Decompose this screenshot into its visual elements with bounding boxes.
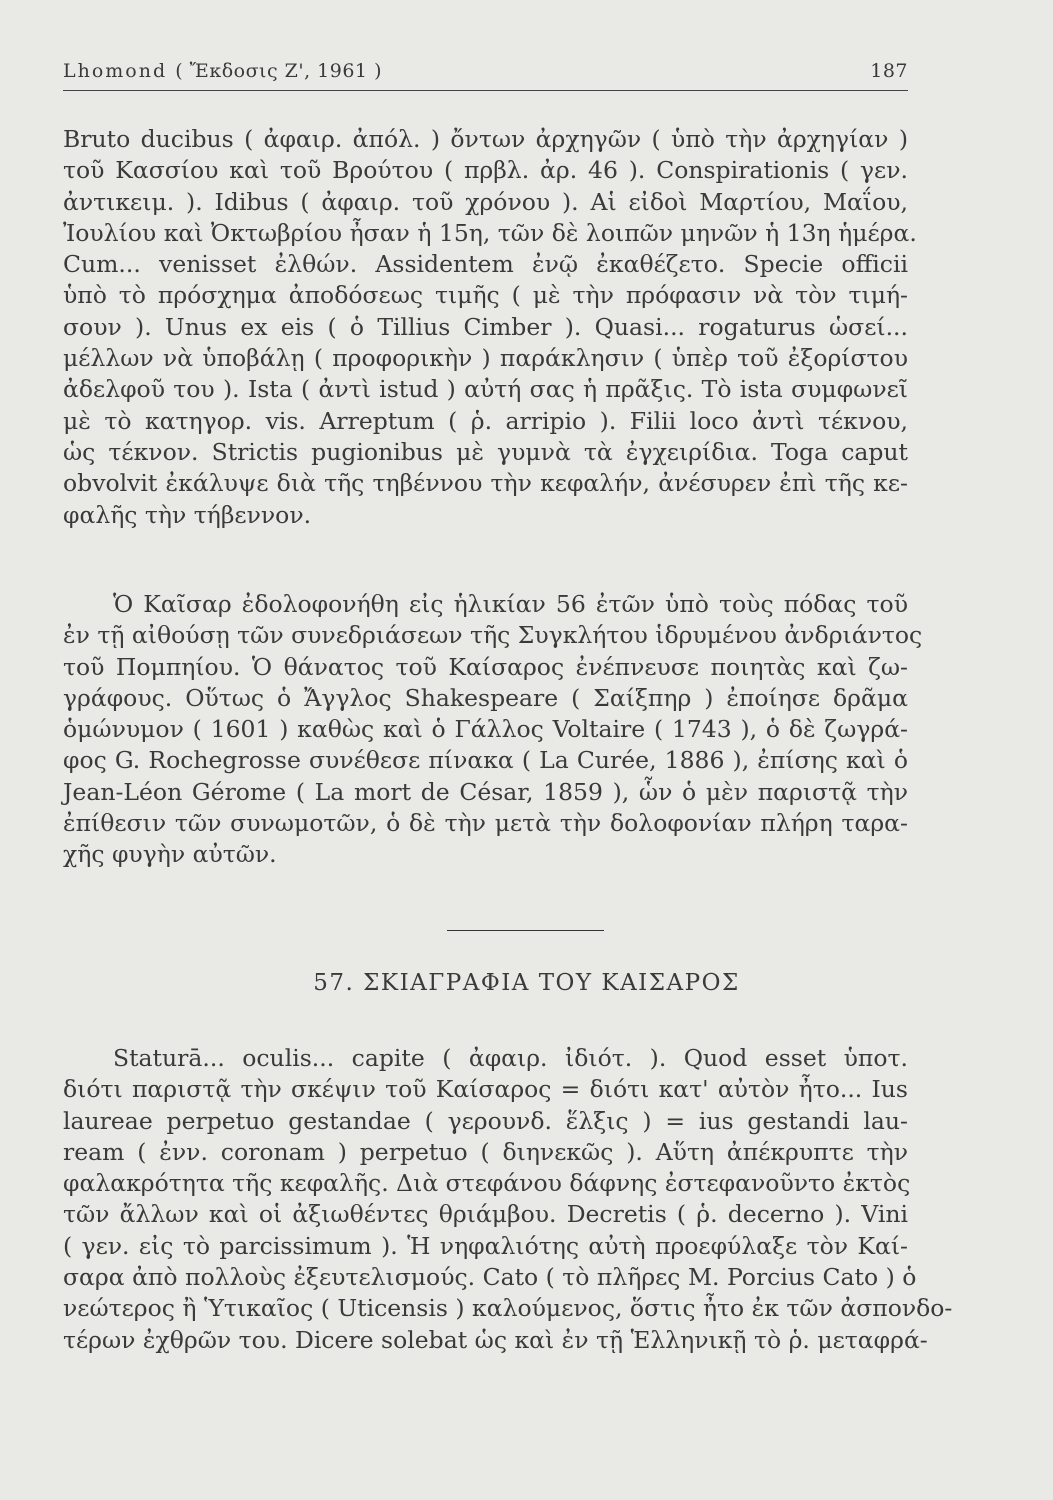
text-line: ἐπίθεσιν τῶν συνωμοτῶν, ὁ δὲ τὴν μετὰ τὴν δολοφονίαν πλήρη ταρα- xyxy=(63,809,908,838)
text-line: σουν ). Unus ex eis ( ὁ Tillius Cimber ). Quasi... rogaturus ὡσεί... xyxy=(63,312,908,341)
text-line: ἀντικειμ. ). Idibus ( ἀφαιρ. τοῦ χρόνου ). Αἱ εἰδοὶ Μαρτίου, Μαΐου, xyxy=(63,187,908,216)
text-line: διότι παριστᾷ τὴν σκέψιν τοῦ Καίσαρος = διότι κατ' αὐτὸν ἦτο... Ius xyxy=(63,1075,908,1104)
text-line: laureae perpetuo gestandae ( γερουνδ. ἕλξις ) = ius gestandi lau- xyxy=(63,1106,908,1135)
text-line: φαλακρότητα τῆς κεφαλῆς. Διὰ στεφάνου δάφνης ἐστεφανοῦντο ἐκτὸς xyxy=(63,1169,911,1198)
paragraph-abbreviations xyxy=(63,124,917,531)
section-title: 57. ΣΚΙΑΓΡΑΦΙΑ ΤΟΥ ΚΑΙΣΑΡΟΣ xyxy=(313,970,740,996)
section-divider xyxy=(447,930,604,931)
text-line: τῶν ἄλλων καὶ οἱ ἀξιωθέντες θριάμβου. Decretis ( ῥ. decerno ). Vini xyxy=(63,1200,908,1229)
text-line: ream ( ἐνν. coronam ) perpetuo ( διηνεκῶς ). Αὕτη ἀπέκρυπτε τὴν xyxy=(63,1137,908,1166)
author-name: Lhomond xyxy=(63,60,168,82)
running-head-left xyxy=(63,60,382,82)
text-line: φος G. Rochegrosse συνέθεσε πίνακα ( La Curée, 1886 ), ἐπίσης καὶ ὁ xyxy=(63,746,908,775)
text-line: ἐν τῇ αἰθούσῃ τῶν συνεδριάσεων τῆς Συγκλήτου ἱδρυμένου ἀνδριάντος xyxy=(63,621,923,650)
text-line: ἀδελφοῦ του ). Ista ( ἀντὶ istud ) αὐτή σας ἡ πρᾶξις. Τὸ ista συμφωνεῖ xyxy=(63,375,908,404)
text-line: ὁμώνυμον ( 1601 ) καθὼς καὶ ὁ Γάλλος Voltaire ( 1743 ), ὁ δὲ ζωγρά- xyxy=(63,715,908,744)
text-line: ( γεν. εἰς τὸ parcissimum ). Ἡ νηφαλιότης αὐτὴ προεφύλαξε τὸν Καί- xyxy=(63,1231,908,1260)
text-line: Ἰουλίου καὶ Ὀκτωβρίου ἦσαν ἡ 15η, τῶν δὲ λοιπῶν μηνῶν ἡ 13η ἡμέρα. xyxy=(63,218,917,247)
text-line: μέλλων νὰ ὑποβάλῃ ( προφορικὴν ) παράκλησιν ( ὑπὲρ τοῦ ἐξορίστου xyxy=(63,344,908,373)
text-line: obvolvit ἐκάλυψε διὰ τῆς τηβέννου τὴν κεφαλήν, ἀνέσυρεν ἐπὶ τῆς κε- xyxy=(63,469,908,498)
text-line: μὲ τὸ κατηγορ. vis. Arreptum ( ῥ. arripio ). Filii loco ἀντὶ τέκνου, xyxy=(63,406,908,435)
text-line: τοῦ Πομπηίου. Ὁ θάνατος τοῦ Καίσαρος ἐνέπνευσε ποιητὰς καὶ ζω- xyxy=(63,652,908,681)
page-number: 187 xyxy=(870,60,908,82)
text-line: φαλῆς τὴν τήβεννον. xyxy=(63,500,312,529)
text-line: τέρων ἐχθρῶν του. Dicere solebat ὡς καὶ ἐν τῇ Ἑλληνικῇ τὸ ῥ. μεταφρά- xyxy=(63,1325,928,1354)
paragraph-caesar-portrait xyxy=(63,1043,953,1356)
edition-note: ( Ἔκδοσις Ζ', 1961 ) xyxy=(175,60,382,82)
text-line: νεώτερος ἢ Ὑτικαῖος ( Uticensis ) καλούμενος, ὅστις ἦτο ἐκ τῶν ἀσπονδο- xyxy=(63,1294,953,1323)
text-line: ὑπὸ τὸ πρόσχημα ἀποδόσεως τιμῆς ( μὲ τὴν πρόφασιν νὰ τὸν τιμή- xyxy=(63,281,908,310)
text-line: Cum... venisset ἐλθών. Assidentem ἐνῷ ἐκαθέζετο. Specie officii xyxy=(63,250,908,279)
text-line: Ὁ Καῖσαρ ἐδολοφονήθη εἰς ἡλικίαν 56 ἐτῶν ὑπὸ τοὺς πόδας τοῦ xyxy=(113,590,908,618)
text-line: Bruto ducibus ( ἀφαιρ. ἀπόλ. ) ὄντων ἀρχηγῶν ( ὑπὸ τὴν ἀρχηγίαν ) xyxy=(63,125,908,153)
text-line: Jean-Léon Gérome ( La mort de César, 1859 ), ὧν ὁ μὲν παριστᾷ τὴν xyxy=(63,777,908,806)
text-line: γράφους. Οὕτως ὁ Ἄγγλος Shakespeare ( Σαίξπηρ ) ἐποίησε δρᾶμα xyxy=(63,683,908,712)
text-line: σαρα ἀπὸ πολλοὺς ἐξευτελισμούς. Cato ( τὸ πλῆρες M. Porcius Cato ) ὁ xyxy=(63,1263,917,1292)
text-line: χῆς φυγὴν αὐτῶν. xyxy=(63,840,277,869)
paragraph-caesar-death xyxy=(63,589,923,871)
text-line: ὡς τέκνον. Strictis pugionibus μὲ γυμνὰ τὰ ἐγχειρίδια. Toga caput xyxy=(63,437,908,466)
text-line: Staturā... oculis... capite ( ἀφαιρ. ἰδιότ. ). Quod esset ὑποτ. xyxy=(113,1044,908,1072)
text-line: τοῦ Κασσίου καὶ τοῦ Βρούτου ( πρβλ. ἀρ. 46 ). Conspirationis ( γεν. xyxy=(63,156,908,185)
running-head xyxy=(63,60,908,91)
